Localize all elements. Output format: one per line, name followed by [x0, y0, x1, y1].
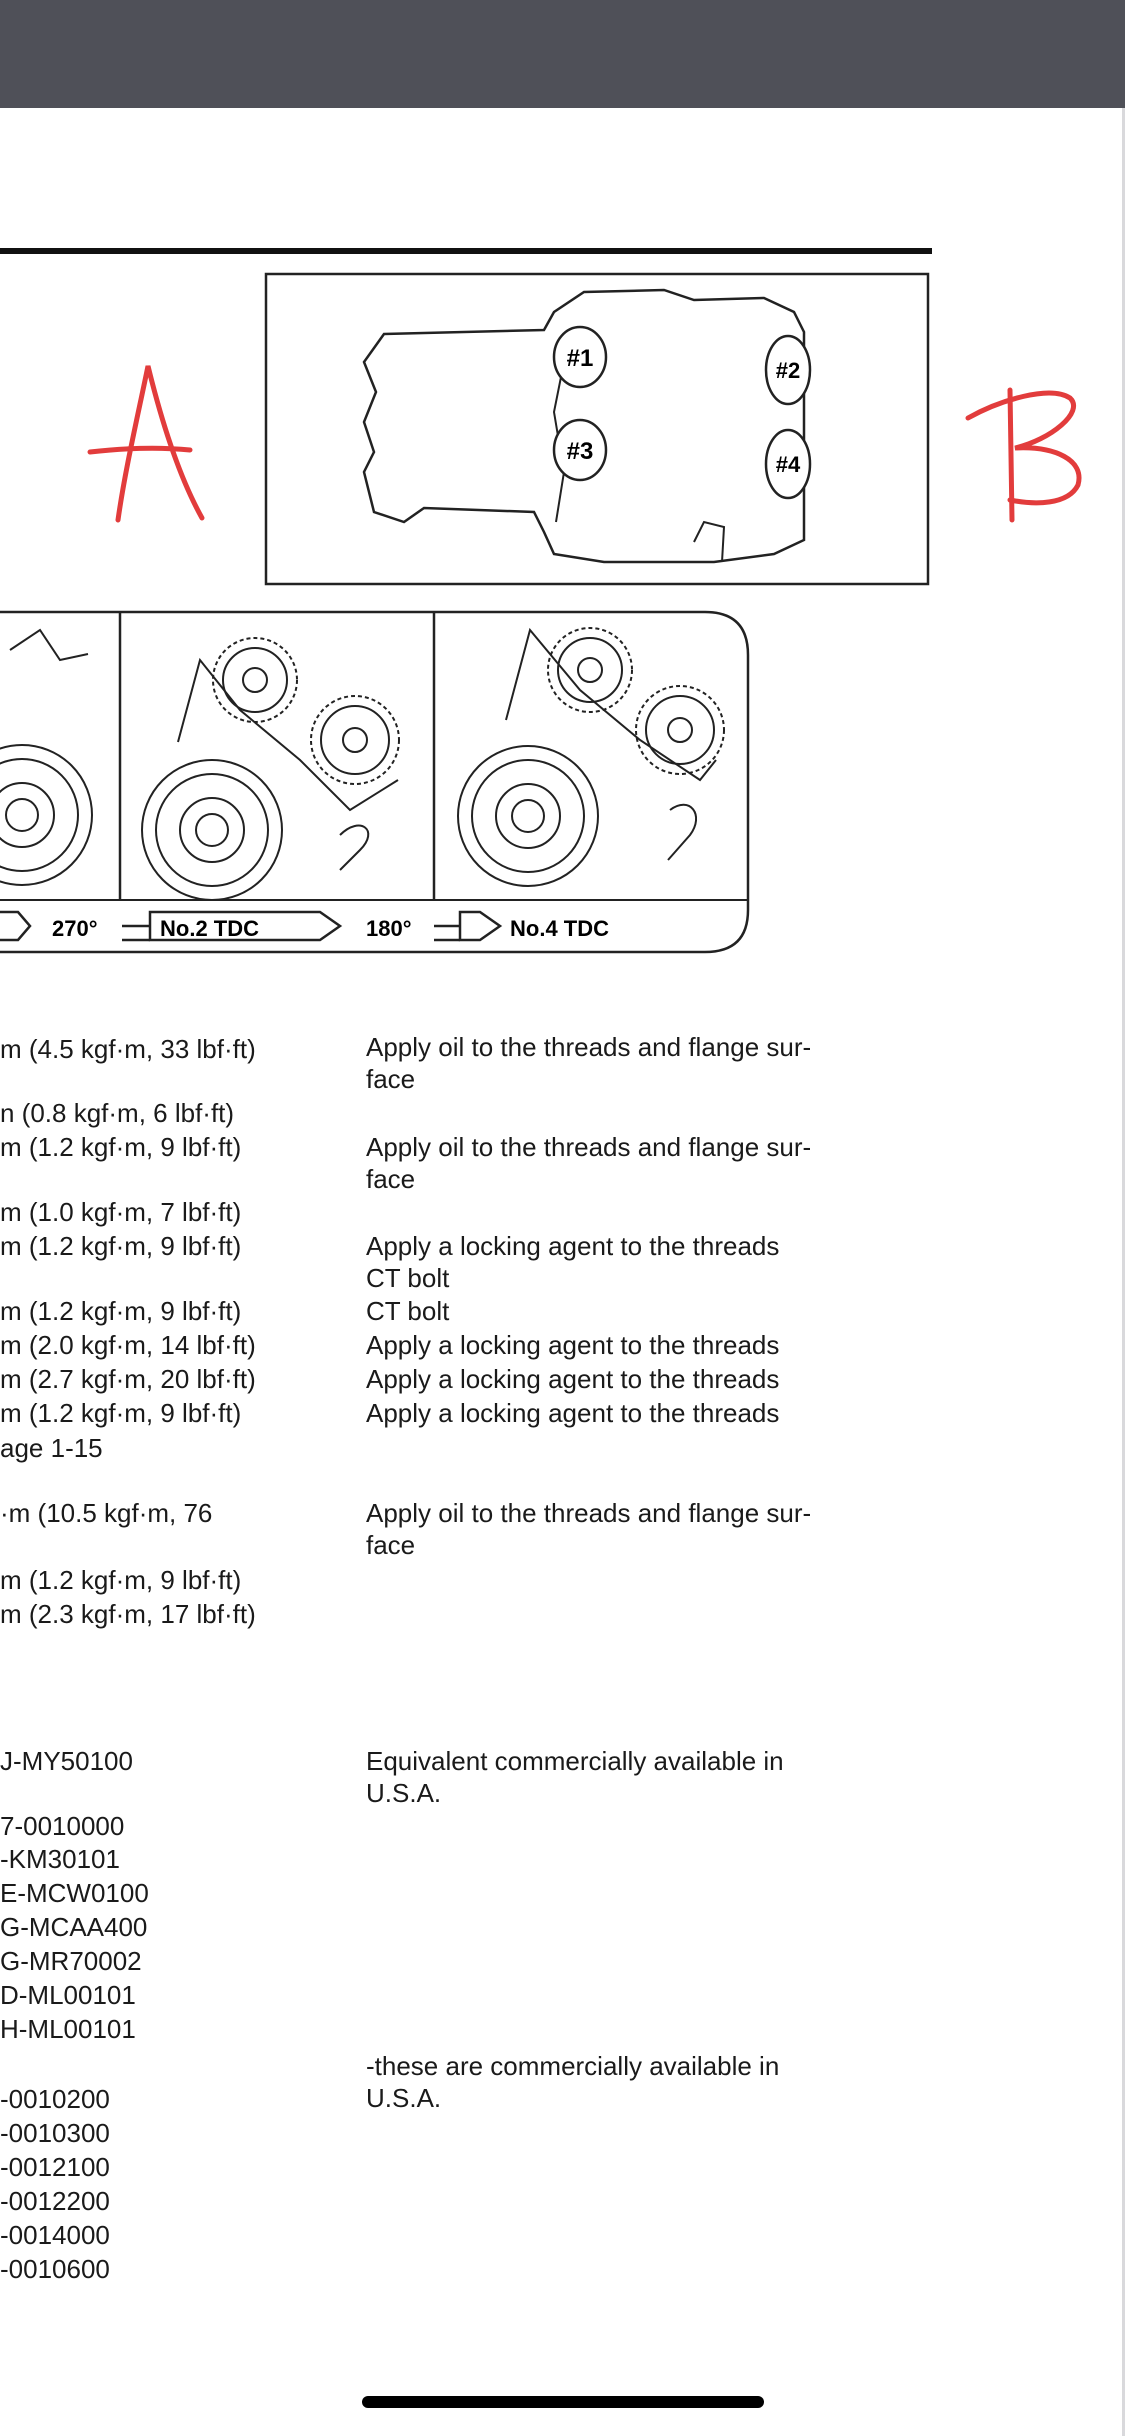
torque-row: ·m (10.5 kgf·m, 76: [0, 1498, 213, 1528]
torque-row: age 1-15: [0, 1433, 103, 1463]
remark: Apply a locking agent to the threads CT bolt: [366, 1231, 780, 1293]
browser-top-bar: [0, 0, 1125, 108]
no4-tdc-label: No.4 TDC: [510, 916, 609, 941]
cylinder-2-label: #2: [775, 358, 801, 383]
remark: Apply oil to the threads and flange sur- face: [366, 1032, 812, 1094]
tool-part-number: -0010300: [0, 2118, 110, 2148]
crank-pulley-middle: [142, 760, 282, 900]
cylinder-4-label: #4: [775, 452, 801, 477]
section-rule: [0, 248, 932, 254]
torque-row: m (1.2 kgf·m, 9 lbf·ft): [0, 1231, 242, 1261]
tool-part-number: -0010200: [0, 2084, 110, 2114]
cylinder-1-label: #1: [566, 345, 594, 372]
remark: Apply a locking agent to the threads: [366, 1330, 780, 1360]
torque-row: m (1.2 kgf·m, 9 lbf·ft): [0, 1296, 242, 1326]
torque-row: n (0.8 kgf·m, 6 lbf·ft): [0, 1098, 235, 1128]
tool-part-number: -KM30101: [0, 1844, 120, 1874]
angle-180-label: 180°: [366, 916, 412, 941]
timing-sequence-diagram: [0, 610, 752, 956]
torque-row: m (4.5 kgf·m, 33 lbf·ft): [0, 1034, 256, 1064]
crank-pulley-partial: [0, 745, 92, 885]
handwritten-letter-b: [960, 380, 1090, 530]
tool-part-number: H-ML00101: [0, 2014, 136, 2044]
torque-row: m (1.0 kgf·m, 7 lbf·ft): [0, 1197, 242, 1227]
no2-tdc-label: No.2 TDC: [160, 916, 259, 941]
torque-row: m (2.3 kgf·m, 17 lbf·ft): [0, 1599, 256, 1629]
torque-row: m (1.2 kgf·m, 9 lbf·ft): [0, 1398, 242, 1428]
tool-part-number: E-MCW0100: [0, 1878, 149, 1908]
torque-row: m (2.7 kgf·m, 20 lbf·ft): [0, 1364, 256, 1394]
torque-row: m (1.2 kgf·m, 9 lbf·ft): [0, 1132, 242, 1162]
tool-note: Equivalent commercially available in U.S.A.: [366, 1746, 784, 1808]
remark: Apply a locking agent to the threads: [366, 1398, 780, 1428]
cylinder-layout-diagram: [264, 272, 930, 586]
tool-part-number: -0012200: [0, 2186, 110, 2216]
tool-part-number: D-ML00101: [0, 1980, 136, 2010]
home-indicator[interactable]: [362, 2396, 764, 2408]
angle-270-label: 270°: [52, 916, 98, 941]
tool-part-number: -0014000: [0, 2220, 110, 2250]
torque-row: m (2.0 kgf·m, 14 lbf·ft): [0, 1330, 256, 1360]
tool-note: -these are commercially available in U.S.A.: [366, 2051, 780, 2113]
cam-sprocket-2: [548, 628, 724, 774]
remark: CT bolt: [366, 1296, 450, 1326]
remark: Apply oil to the threads and flange sur- face: [366, 1498, 812, 1560]
torque-row: m (1.2 kgf·m, 9 lbf·ft): [0, 1565, 242, 1595]
tool-part-number: -0012100: [0, 2152, 110, 2182]
remark: Apply a locking agent to the threads: [366, 1364, 780, 1394]
cylinder-3-label: #3: [566, 438, 594, 465]
handwritten-letter-a: [80, 360, 210, 530]
tool-part-number: G-MCAA400: [0, 1912, 148, 1942]
crank-pulley-right: [458, 746, 598, 886]
tool-part-number: -0010600: [0, 2254, 110, 2284]
remark: Apply oil to the threads and flange sur- face: [366, 1132, 812, 1194]
tool-part-number: J-MY50100: [0, 1746, 133, 1776]
tool-part-number: G-MR70002: [0, 1946, 142, 1976]
tool-part-number: 7-0010000: [0, 1811, 125, 1841]
